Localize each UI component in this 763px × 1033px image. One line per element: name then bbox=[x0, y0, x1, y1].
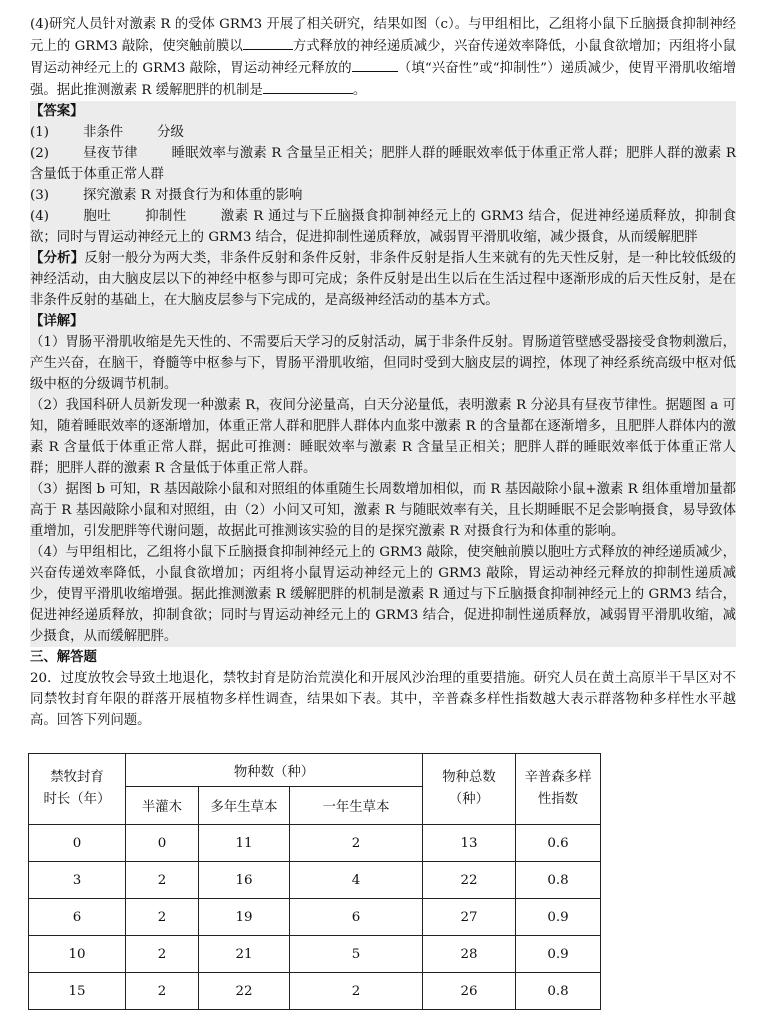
detail-2: （2）我国科研人员新发现一种激素 R，夜间分泌量高，白天分泌量低，表明激素 R 分泌具有昼夜节律性。据题图 a 可知，随着睡眠效率的逐渐增加，体重正常人群和肥胖人群体内血浆中激素 R 的含量都在逐渐增多，且肥胖人群体内的激素 R 含量低于体重正常人群，据此可推测：睡眠效率与激素 R 含量呈正相关；肥胖人群的睡眠效率低于体重正常人群；肥胖人群的激素 R 含量低于体重正常人群。 bbox=[30, 398, 736, 476]
header-perennial: 多年生草本 bbox=[199, 787, 290, 825]
table-row bbox=[29, 936, 601, 973]
section-heading: 三、解答题 bbox=[30, 649, 97, 665]
table-row bbox=[29, 899, 601, 936]
cell-total: 27 bbox=[423, 899, 516, 936]
answer-4-part-3: 激素 R 通过与下丘脑摄食抑制神经元上的 GRM3 结合，促进神经递质释放，抑制食欲；同时与胃运动神经元上的 GRM3 结合，促进抑制性递质释放，减弱胃平滑肌收缩，减少摄食，从而缓解肥胖 bbox=[30, 209, 737, 245]
analysis-paragraph bbox=[30, 248, 736, 311]
cell-total: 13 bbox=[423, 825, 516, 862]
answer-4-part-2: 抑制性 bbox=[145, 209, 187, 224]
answer-1 bbox=[30, 122, 736, 143]
header-total-line-2: （种） bbox=[448, 792, 490, 807]
q4-part-1: (4)研究人员针对激素 R 的受体 GRM3 开展了相关研究，结果如图（c）。与甲组相比，乙组将小鼠下丘脑摄食抑制神经元上的 GRM3 敲除，使突触前膜以 bbox=[30, 17, 736, 54]
cell-perennial: 21 bbox=[199, 936, 290, 973]
answer-3-part-1: 探究激素 R 对摄食行为和体重的影响 bbox=[82, 188, 303, 203]
blank-1 bbox=[243, 35, 293, 50]
header-shrub: 半灌木 bbox=[126, 787, 199, 825]
header-total-line-1: 物种总数 bbox=[442, 770, 496, 785]
cell-total: 26 bbox=[423, 973, 516, 1010]
cell-index: 0.9 bbox=[516, 899, 601, 936]
cell-annual: 6 bbox=[290, 899, 423, 936]
header-index-line-1: 辛普森多样 bbox=[524, 770, 592, 785]
cell-shrub: 2 bbox=[126, 936, 199, 973]
table-row bbox=[29, 825, 601, 862]
cell-index: 0.6 bbox=[516, 825, 601, 862]
cell-perennial: 16 bbox=[199, 862, 290, 899]
cell-annual: 4 bbox=[290, 862, 423, 899]
answer-2-part-1: 昼夜节律 bbox=[82, 146, 138, 161]
cell-annual: 2 bbox=[290, 973, 423, 1010]
answer-1-part-1: 非条件 bbox=[82, 125, 124, 140]
header-total bbox=[423, 754, 516, 825]
answer-4-num: (4) bbox=[30, 209, 49, 224]
cell-years: 0 bbox=[29, 825, 126, 862]
answer-4 bbox=[30, 206, 736, 248]
cell-years: 3 bbox=[29, 862, 126, 899]
answer-1-num: (1) bbox=[30, 125, 49, 140]
question-20-text: 20．过度放牧会导致土地退化，禁牧封育是防治荒漠化和开展风沙治理的重要措施。研究人员在黄土高原半干旱区对不同禁牧封育年限的群落开展植物多样性调查，结果如下表。其中，辛普森多样性指数越大表示群落物种多样性水平越高。回答下列问题。 bbox=[30, 671, 736, 728]
cell-years: 10 bbox=[29, 936, 126, 973]
cell-perennial: 19 bbox=[199, 899, 290, 936]
q4-part-2: 方式释放的神经递质减少，兴奋传递效率降低，小鼠食欲增加；丙组将小鼠胃运动神经元上的 GRM3 敲除，胃运动神经元释放的 bbox=[30, 39, 736, 76]
answer-2-part-2: 睡眠效率与激素 R 含量呈正相关；肥胖人群的睡眠效率低于体重正常人群；肥胖人群的激素 R 含量低于体重正常人群 bbox=[30, 146, 737, 182]
cell-shrub: 0 bbox=[126, 825, 199, 862]
survey-table bbox=[28, 753, 601, 1010]
cell-annual: 5 bbox=[290, 936, 423, 973]
header-years-line-2: 时长（年） bbox=[43, 792, 111, 807]
cell-perennial: 22 bbox=[199, 973, 290, 1010]
cell-shrub: 2 bbox=[126, 973, 199, 1010]
header-years bbox=[29, 754, 126, 825]
blank-3 bbox=[263, 79, 353, 94]
analysis-heading: 【分析】 bbox=[30, 250, 85, 266]
header-annual: 一年生草本 bbox=[290, 787, 423, 825]
cell-index: 0.8 bbox=[516, 973, 601, 1010]
cell-shrub: 2 bbox=[126, 899, 199, 936]
answer-heading: 【答案】 bbox=[30, 103, 84, 119]
detail-4: （4）与甲组相比，乙组将小鼠下丘脑摄食抑制神经元上的 GRM3 敲除，使突触前膜以胞吐方式释放的神经递质减少，兴奋传递效率降低，小鼠食欲增加；丙组将小鼠胃运动神经元上的 GRM3 敲除，胃运动神经元释放的抑制性递质减少，使胃平滑肌收缩增强。据此推测激素 R 缓解肥胖的机制是激素 R 通过与下丘脑摄食抑制神经元上的 GRM3 结合，促进神经递质释放，抑制食欲；同时与胃运动神经元上的 GRM3 结合，促进抑制性递质释放，减弱胃平滑肌收缩，减少摄食，从而缓解肥胖。 bbox=[30, 545, 736, 644]
detail-3: （3）据图 b 可知，R 基因敲除小鼠和对照组的体重随生长周数增加相似，而 R 基因敲除小鼠+激素 R 组体重增加量都高于 R 基因敲除小鼠和对照组，由（2）小问又可知，激素 R 与随眠效率有关，且长期睡眠不足会影响摄食，易导致体重增加，引发肥胖等代谢问题，故据此可推测该实验的目的是探究激素 R 对摄食行为和体重的影响。 bbox=[30, 482, 736, 539]
question-4-text bbox=[30, 14, 736, 101]
cell-total: 22 bbox=[423, 862, 516, 899]
answer-block bbox=[30, 101, 736, 647]
document-page bbox=[30, 14, 736, 731]
cell-years: 6 bbox=[29, 899, 126, 936]
cell-annual: 2 bbox=[290, 825, 423, 862]
detail-1: （1）胃肠平滑肌收缩是先天性的、不需要后天学习的反射活动，属于非条件反射。胃肠道管壁感受器接受食物刺激后，产生兴奋，在脑干，脊髓等中枢参与下，胃肠平滑肌收缩，但同时受到大脑皮层的调控，体现了神经系统高级中枢对低级中枢的分级调节机制。 bbox=[30, 335, 736, 392]
detail-heading: 【详解】 bbox=[30, 313, 84, 329]
cell-years: 15 bbox=[29, 973, 126, 1010]
answer-2-num: (2) bbox=[30, 146, 49, 161]
header-index bbox=[516, 754, 601, 825]
q4-part-4: 。 bbox=[352, 83, 367, 98]
cell-shrub: 2 bbox=[126, 862, 199, 899]
answer-1-part-2: 分级 bbox=[157, 125, 184, 140]
header-species: 物种数（种） bbox=[126, 754, 423, 787]
q4-part-3: （填“兴奋性”或“抑制性”）递质减少，使胃平滑肌收缩增强。据此推测激素 R 缓解肥胖的机制是 bbox=[30, 61, 736, 98]
answer-2 bbox=[30, 143, 736, 185]
blank-2 bbox=[352, 57, 398, 72]
cell-perennial: 11 bbox=[199, 825, 290, 862]
answer-3-num: (3) bbox=[30, 188, 49, 203]
header-years-line-1: 禁牧封育 bbox=[50, 770, 104, 785]
cell-total: 28 bbox=[423, 936, 516, 973]
answer-4-part-1: 胞吐 bbox=[82, 209, 112, 224]
table-row bbox=[29, 973, 601, 1010]
analysis-text: 反射一般分为两大类，非条件反射和条件反射，非条件反射是指人生来就有的先天性反射，是一种比较低级的神经活动，由大脑皮层以下的神经中枢参与即可完成；条件反射是出生以后在生活过程中逐渐形成的后天性反射，是在非条件反射的基础上，在大脑皮层参与下完成的，是高级神经活动的基本方式。 bbox=[30, 251, 737, 308]
cell-index: 0.9 bbox=[516, 936, 601, 973]
header-index-line-2: 性指数 bbox=[537, 792, 579, 807]
cell-index: 0.8 bbox=[516, 862, 601, 899]
answer-3 bbox=[30, 185, 736, 206]
table-row bbox=[29, 862, 601, 899]
